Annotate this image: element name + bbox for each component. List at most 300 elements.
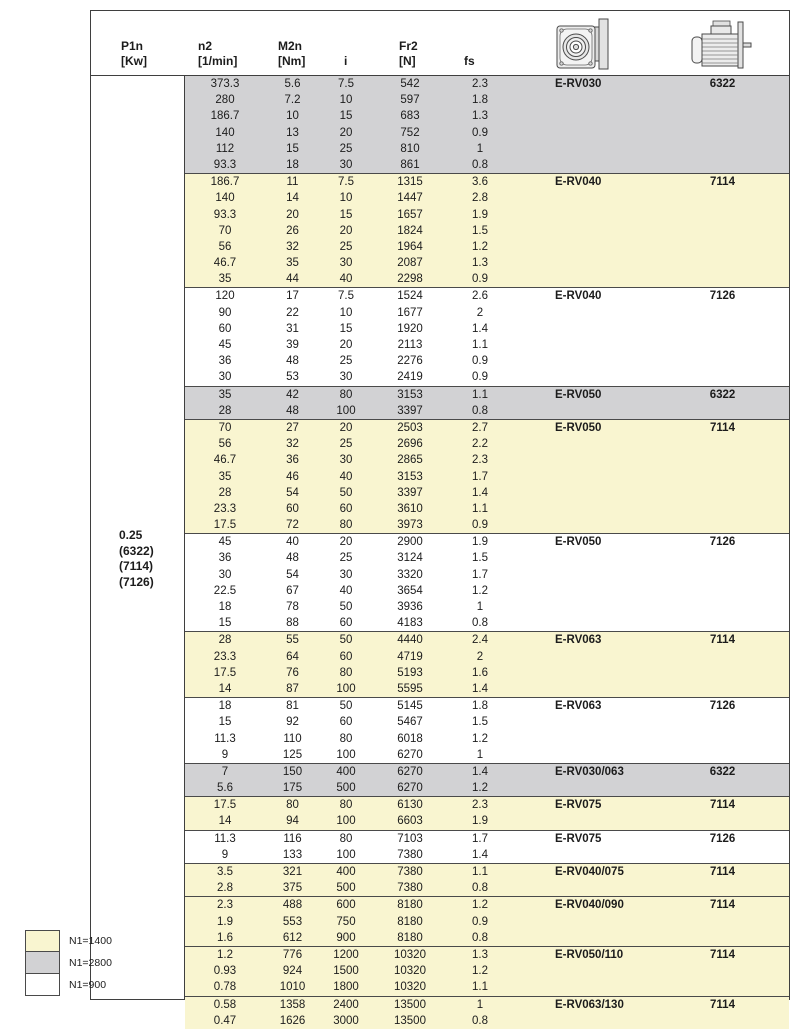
gearbox-model-label — [512, 714, 670, 730]
column-unit: [1/min] — [198, 54, 238, 68]
n2-value: 1.2 — [217, 948, 233, 961]
m2n-value: 1010 — [279, 981, 306, 994]
n2-value: 5.6 — [217, 782, 233, 795]
table-header — [91, 11, 789, 76]
fs-value: 2.7 — [472, 421, 488, 434]
i-value: 400 — [336, 866, 356, 878]
m2n-value: 87 — [286, 682, 299, 695]
speed-block — [185, 863, 789, 896]
i-value: 20 — [339, 421, 353, 434]
n2-value: 28 — [218, 486, 232, 499]
gearbox-model-label — [512, 92, 670, 108]
m2n-value: 175 — [282, 782, 303, 795]
n2-value: 373.3 — [210, 78, 240, 90]
table-row — [185, 847, 789, 863]
table-row — [185, 880, 789, 896]
gearbox-model-label — [512, 599, 670, 615]
speed-block — [185, 631, 789, 697]
table-row — [185, 864, 789, 880]
table-row — [185, 387, 789, 403]
i-value: 500 — [336, 882, 356, 895]
fr2-value: 3153 — [397, 388, 423, 401]
gearbox-model-label — [512, 681, 670, 697]
motor-size-label — [670, 452, 789, 468]
table-row — [185, 897, 789, 913]
m2n-value: 5.6 — [284, 78, 301, 90]
gearbox-model-label — [512, 239, 670, 255]
motor-size-label — [670, 501, 789, 517]
table-row — [185, 665, 789, 681]
fs-value: 1.3 — [472, 948, 488, 961]
fs-value: 1 — [476, 998, 484, 1011]
n2-value: 46.7 — [213, 257, 237, 270]
table-row — [185, 914, 789, 930]
speed-block — [185, 533, 789, 631]
column-header-fr2 — [399, 39, 418, 69]
m2n-value: 27 — [286, 421, 299, 434]
column-unit: [Kw] — [121, 54, 147, 68]
i-value: 15 — [339, 322, 353, 335]
i-value: 60 — [339, 650, 353, 663]
i-value: 3000 — [333, 1014, 359, 1027]
n2-value: 0.58 — [213, 998, 237, 1011]
fr2-value: 5467 — [397, 716, 423, 729]
i-value: 50 — [339, 634, 353, 647]
fr2-value: 3973 — [397, 519, 423, 532]
i-value: 100 — [336, 848, 356, 861]
motor-size-label — [670, 337, 789, 353]
fr2-value: 7380 — [397, 882, 423, 895]
gearbox-model-label: E-RV030/063 — [555, 765, 624, 778]
n2-value: 120 — [215, 290, 235, 303]
fr2-value: 1315 — [397, 176, 423, 189]
n2-value: 15 — [218, 617, 232, 630]
fs-value: 2 — [476, 650, 484, 663]
gearbox-model-label — [512, 207, 670, 223]
table-row — [185, 76, 789, 92]
table-row — [185, 174, 789, 190]
m2n-value: 18 — [286, 158, 299, 171]
power-value: 0.25 — [119, 528, 143, 542]
gearbox-model-label: E-RV063 — [555, 700, 602, 713]
column-header-m2n — [278, 39, 305, 69]
i-value: 900 — [336, 931, 356, 944]
m2n-value: 60 — [286, 502, 299, 515]
speed-block — [185, 796, 789, 829]
fs-value: 0.9 — [472, 126, 488, 139]
gearbox-model-label: E-RV075 — [555, 799, 602, 812]
fs-value: 1.2 — [472, 584, 488, 597]
i-value: 100 — [336, 682, 356, 695]
n2-value: 60 — [218, 322, 232, 335]
i-value: 50 — [339, 486, 353, 499]
n2-value: 15 — [218, 716, 232, 729]
n2-value: 36 — [218, 355, 232, 368]
fr2-value: 2419 — [397, 371, 423, 384]
fs-value: 1 — [476, 601, 484, 613]
i-value: 30 — [339, 454, 353, 467]
gearbox-model-label: E-RV050/110 — [555, 948, 624, 961]
fr2-value: 1524 — [397, 290, 423, 303]
fs-value: 2.3 — [472, 78, 488, 90]
table-row — [185, 979, 789, 995]
fr2-value: 2298 — [397, 273, 423, 286]
motor-size-label — [670, 979, 789, 995]
m2n-value: 80 — [286, 799, 299, 812]
gearbox-model-label — [512, 190, 670, 206]
n2-value: 30 — [218, 371, 232, 384]
fr2-value: 5193 — [397, 666, 423, 679]
fs-value: 0.9 — [472, 355, 488, 368]
fs-value: 0.8 — [472, 404, 488, 417]
gearbox-model-label: E-RV075 — [555, 832, 602, 845]
motor-size-label — [670, 223, 789, 239]
legend-label: N1=2800 — [69, 957, 112, 969]
speed-block — [185, 896, 789, 946]
gearbox-model-label: E-RV040/075 — [555, 866, 624, 878]
motor-size-label — [670, 665, 789, 681]
worm-gearbox-icon — [555, 18, 619, 70]
motor-size-label — [670, 485, 789, 501]
motor-size-label — [670, 517, 789, 533]
n2-value: 11.3 — [214, 732, 236, 745]
i-value: 25 — [339, 142, 353, 155]
table-row — [185, 963, 789, 979]
m2n-value: 375 — [282, 882, 303, 895]
fs-value: 1.9 — [472, 815, 488, 828]
legend-label: N1=1400 — [69, 935, 112, 947]
table-row — [185, 731, 789, 747]
n2-value: 28 — [218, 634, 232, 647]
motor-size-label: 7114 — [710, 176, 735, 189]
n2-value: 3.5 — [217, 866, 233, 878]
n2-value: 30 — [218, 568, 232, 581]
motor-size-label: 7126 — [709, 700, 736, 713]
i-value: 7.5 — [338, 290, 354, 303]
n2-value: 70 — [218, 224, 232, 237]
fr2-value: 5595 — [397, 682, 423, 695]
fr2-value: 3124 — [397, 552, 423, 565]
fs-value: 1.5 — [472, 224, 488, 237]
motor-size-label — [670, 157, 789, 173]
n2-value: 0.78 — [213, 981, 237, 994]
motor-size-label — [670, 747, 789, 763]
table-row — [185, 698, 789, 714]
n2-value: 11.3 — [214, 832, 236, 845]
fr2-value: 10320 — [394, 965, 426, 978]
i-value: 750 — [336, 915, 356, 928]
motor-size-label — [670, 108, 789, 124]
fs-value: 1.1 — [472, 339, 488, 351]
i-value: 80 — [339, 666, 353, 679]
n2-value: 280 — [215, 94, 235, 107]
fr2-value: 2503 — [397, 421, 423, 434]
table-row — [185, 436, 789, 452]
n2-value: 1.6 — [217, 931, 233, 944]
column-header-i — [344, 54, 347, 69]
gearbox-model-label: E-RV063/130 — [555, 998, 624, 1011]
motor-size-ref: (6322) — [119, 543, 154, 558]
fr2-value: 7380 — [397, 848, 423, 861]
fr2-value: 10320 — [394, 981, 426, 994]
table-row — [185, 469, 789, 485]
table-row — [185, 141, 789, 157]
gearbox-model-label — [512, 353, 670, 369]
table-row — [185, 599, 789, 615]
m2n-value: 42 — [286, 388, 299, 401]
fs-value: 0.8 — [472, 617, 488, 630]
table-row — [185, 125, 789, 141]
table-row — [185, 108, 789, 124]
table-row — [185, 501, 789, 517]
gearbox-model-label — [512, 501, 670, 517]
fs-value: 1 — [476, 748, 484, 761]
gearbox-model-label: E-RV063 — [555, 634, 602, 647]
column-label: i — [344, 54, 348, 68]
i-value: 1800 — [333, 981, 359, 994]
table-row — [185, 420, 789, 436]
fr2-value: 6130 — [397, 799, 423, 812]
table-row — [185, 764, 789, 780]
legend-label: N1=900 — [69, 979, 107, 991]
fs-value: 1.2 — [472, 965, 488, 978]
fs-value: 1 — [476, 142, 484, 155]
column-unit: [N] — [399, 54, 416, 68]
motor-size-label: 7114 — [710, 421, 735, 434]
n2-value: 0.93 — [213, 965, 237, 978]
m2n-value: 81 — [286, 700, 299, 713]
fs-value: 0.8 — [472, 931, 488, 944]
motor-size-label: 6322 — [709, 78, 736, 90]
gearbox-model-label: E-RV050 — [555, 536, 602, 549]
motor-size-label: 7114 — [710, 634, 735, 647]
n2-value: 17.5 — [213, 519, 237, 532]
table-row — [185, 997, 789, 1013]
i-value: 10 — [339, 306, 353, 319]
gearbox-model-label: E-RV040/090 — [555, 899, 624, 912]
i-value: 40 — [339, 470, 353, 483]
fs-value: 2 — [476, 306, 484, 319]
i-value: 80 — [339, 799, 353, 812]
gearbox-model-label — [512, 108, 670, 124]
m2n-value: 14 — [286, 192, 299, 205]
n2-value: 45 — [218, 339, 232, 351]
speed-block — [185, 946, 789, 996]
table-row — [185, 780, 789, 796]
m2n-value: 1358 — [279, 998, 306, 1011]
speed-block — [185, 287, 789, 385]
motor-size-label — [670, 369, 789, 385]
table-row — [185, 930, 789, 946]
m2n-value: 31 — [286, 322, 299, 335]
m2n-value: 125 — [282, 748, 303, 761]
i-value: 100 — [336, 748, 356, 761]
motor-size-label — [670, 141, 789, 157]
fr2-value: 2276 — [397, 355, 423, 368]
fr2-value: 1677 — [397, 306, 423, 319]
i-value: 15 — [339, 110, 353, 123]
n2-value: 14 — [218, 815, 232, 828]
table-row — [185, 369, 789, 385]
column-header-fs — [464, 54, 475, 69]
table-row — [185, 403, 789, 419]
fs-value: 1.7 — [472, 832, 488, 845]
table-row — [185, 1013, 789, 1029]
motor-size-label — [670, 880, 789, 896]
fr2-value: 10320 — [394, 948, 426, 961]
motor-size-label — [670, 599, 789, 615]
i-value: 80 — [339, 388, 353, 401]
m2n-value: 32 — [286, 438, 299, 451]
speed-block — [185, 830, 789, 863]
fs-value: 2.4 — [472, 634, 488, 647]
m2n-value: 321 — [282, 866, 303, 878]
fr2-value: 1920 — [397, 322, 423, 335]
motor-size-label: 7126 — [709, 536, 736, 549]
fr2-value: 2087 — [397, 257, 423, 270]
fs-value: 1.8 — [472, 94, 488, 107]
motor-size-label: 6322 — [709, 765, 736, 778]
gearbox-model-label: E-RV040 — [555, 176, 602, 189]
gearbox-model-label — [512, 615, 670, 631]
m2n-value: 924 — [282, 965, 303, 978]
table-row — [185, 813, 789, 829]
i-value: 30 — [339, 257, 353, 270]
fr2-value: 1824 — [397, 224, 423, 237]
motor-size-label — [670, 255, 789, 271]
m2n-value: 553 — [282, 915, 303, 928]
fr2-value: 4440 — [397, 634, 423, 647]
i-value: 1500 — [333, 965, 359, 978]
motor-size-label: 6322 — [709, 388, 736, 401]
fs-value: 1.4 — [472, 682, 488, 695]
m2n-value: 488 — [282, 899, 303, 912]
motor-size-label — [670, 930, 789, 946]
fs-value: 1.4 — [472, 848, 488, 861]
i-value: 80 — [339, 832, 353, 845]
table-row — [185, 452, 789, 468]
electric-motor-icon — [689, 18, 753, 70]
fr2-value: 8180 — [397, 899, 423, 912]
motor-size-label — [670, 436, 789, 452]
fr2-value: 13500 — [394, 998, 426, 1011]
i-value: 25 — [339, 240, 353, 253]
motor-size-label — [670, 649, 789, 665]
n2-value: 2.3 — [217, 899, 233, 912]
i-value: 30 — [339, 158, 353, 171]
table-row — [185, 271, 789, 287]
fs-value: 1.6 — [472, 666, 488, 679]
fr2-value: 3397 — [397, 404, 423, 417]
fr2-value: 3153 — [397, 470, 423, 483]
fr2-value: 1447 — [397, 192, 423, 205]
n2-value: 56 — [218, 240, 232, 253]
column-header-n2 — [198, 39, 237, 69]
fs-value: 1.2 — [472, 240, 488, 253]
gearbox-model-label — [512, 880, 670, 896]
m2n-value: 776 — [282, 948, 303, 961]
fr2-value: 861 — [400, 158, 420, 171]
fr2-value: 6018 — [397, 732, 423, 745]
gearbox-model-label — [512, 914, 670, 930]
fr2-value: 7103 — [397, 832, 423, 845]
fs-value: 1.4 — [472, 486, 488, 499]
fs-value: 1.4 — [472, 765, 488, 778]
fs-value: 1.9 — [472, 536, 488, 549]
table-row — [185, 337, 789, 353]
m2n-value: 7.2 — [284, 94, 301, 107]
fr2-value: 5145 — [397, 700, 423, 713]
n2-value: 35 — [218, 273, 232, 286]
motor-size-label — [670, 615, 789, 631]
m2n-value: 67 — [286, 584, 299, 597]
motor-size-label — [670, 321, 789, 337]
m2n-value: 26 — [286, 224, 299, 237]
gearbox-model-label — [512, 141, 670, 157]
gearbox-model-label — [512, 813, 670, 829]
gearbox-model-label — [512, 321, 670, 337]
fs-value: 2.8 — [472, 192, 488, 205]
i-value: 7.5 — [338, 176, 354, 189]
gearbox-model-label — [512, 255, 670, 271]
i-value: 20 — [339, 536, 353, 549]
motor-size-label: 7114 — [710, 998, 735, 1011]
gearbox-model-label — [512, 567, 670, 583]
n2-value: 186.7 — [210, 176, 240, 189]
column-label: fs — [464, 54, 475, 68]
fr2-value: 8180 — [397, 931, 423, 944]
legend-item-n1-900 — [25, 974, 112, 996]
m2n-value: 48 — [286, 552, 299, 565]
i-value: 40 — [339, 584, 353, 597]
n2-value: 56 — [218, 438, 232, 451]
fr2-value: 2900 — [397, 536, 423, 549]
m2n-value: 17 — [286, 290, 299, 303]
motor-size-label — [670, 1013, 789, 1029]
m2n-value: 150 — [282, 765, 303, 778]
motor-size-label — [670, 271, 789, 287]
n2-value: 35 — [218, 470, 232, 483]
motor-size-label: 7114 — [710, 866, 735, 878]
i-value: 600 — [336, 899, 356, 912]
input-speed-legend — [25, 930, 112, 996]
fr2-value: 7380 — [397, 866, 423, 878]
gearbox-model-label — [512, 469, 670, 485]
gearbox-model-label — [512, 649, 670, 665]
m2n-value: 53 — [286, 371, 299, 384]
i-value: 60 — [339, 617, 353, 630]
fr2-value: 810 — [400, 142, 420, 155]
table-row — [185, 288, 789, 304]
i-value: 15 — [339, 208, 353, 221]
table-row — [185, 255, 789, 271]
fr2-value: 8180 — [397, 915, 423, 928]
fs-value: 2.6 — [472, 290, 488, 303]
motor-size-label — [670, 125, 789, 141]
n2-value: 18 — [218, 700, 232, 713]
m2n-value: 54 — [286, 486, 299, 499]
motor-size-label — [670, 963, 789, 979]
fs-value: 0.8 — [472, 882, 488, 895]
motor-size-label: 7126 — [709, 832, 736, 845]
table-row — [185, 517, 789, 533]
fr2-value: 3320 — [397, 568, 423, 581]
n2-value: 7 — [221, 765, 229, 778]
n2-value: 23.3 — [213, 502, 237, 515]
i-value: 100 — [336, 404, 356, 417]
m2n-value: 40 — [286, 536, 299, 549]
m2n-value: 48 — [286, 404, 299, 417]
